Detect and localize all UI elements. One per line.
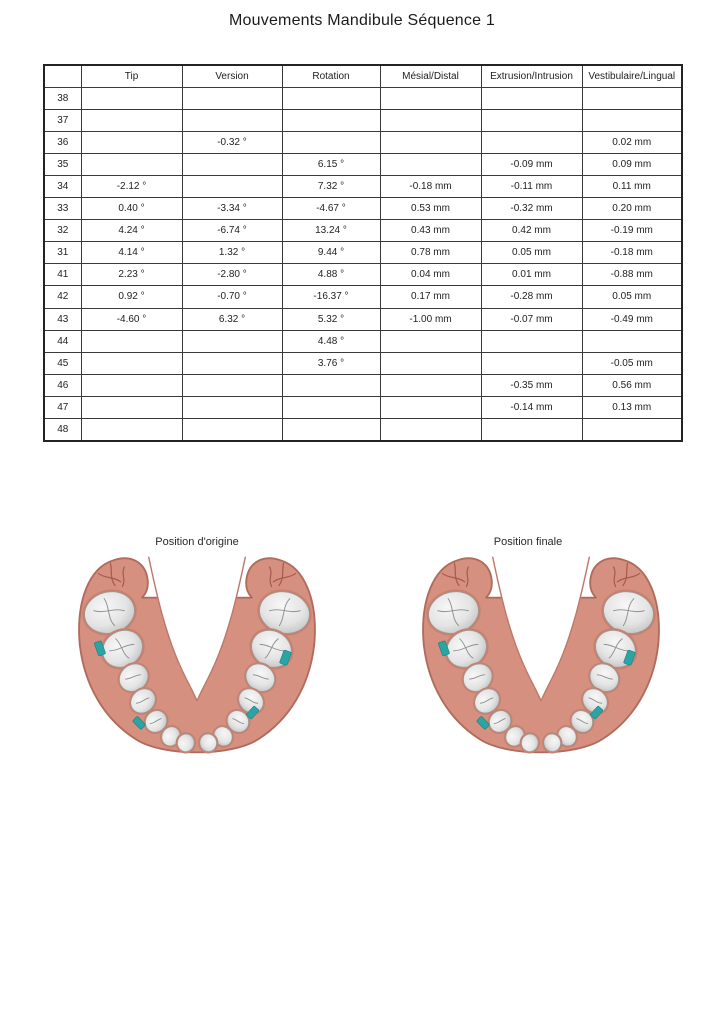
cell-value: -0.32 mm — [481, 198, 582, 220]
cell-value: -0.28 mm — [481, 286, 582, 308]
cell-value — [282, 87, 380, 109]
cell-value: 0.09 mm — [582, 153, 682, 175]
cell-value — [182, 109, 282, 131]
cell-value — [481, 352, 582, 374]
cell-value — [481, 109, 582, 131]
cell-value: -4.67 ° — [282, 198, 380, 220]
table-row — [44, 109, 682, 131]
table-row — [44, 374, 682, 396]
movement-table-body — [44, 87, 682, 441]
cell-tooth-number: 43 — [44, 308, 81, 330]
cell-value — [81, 396, 182, 418]
header-rotation: Rotation — [282, 65, 380, 87]
cell-value: 0.05 mm — [582, 286, 682, 308]
table-row — [44, 352, 682, 374]
cell-value — [380, 352, 481, 374]
table-header-row — [44, 65, 682, 87]
cell-value — [81, 153, 182, 175]
cell-value — [81, 330, 182, 352]
cell-value: -0.14 mm — [481, 396, 582, 418]
cell-value: -3.34 ° — [182, 198, 282, 220]
jaw-occlusal-view-origin — [76, 552, 318, 768]
cell-tooth-number: 36 — [44, 131, 81, 153]
cell-value: 0.04 mm — [380, 264, 481, 286]
cell-value: 0.17 mm — [380, 286, 481, 308]
cell-value: -2.80 ° — [182, 264, 282, 286]
cell-value: -0.49 mm — [582, 308, 682, 330]
figure-final-label: Position finale — [493, 536, 563, 548]
cell-value — [380, 87, 481, 109]
cell-value — [380, 419, 481, 441]
table-row — [44, 198, 682, 220]
cell-value: 0.20 mm — [582, 198, 682, 220]
header-extrusion-intrusion: Extrusion/Intrusion — [481, 65, 582, 87]
cell-value — [380, 374, 481, 396]
header-vestibulaire-lingual: Vestibulaire/Lingual — [582, 65, 682, 87]
cell-value — [182, 352, 282, 374]
header-version: Version — [182, 65, 282, 87]
cell-value — [182, 419, 282, 441]
header-mesial-distal: Mésial/Distal — [380, 65, 481, 87]
table-row — [44, 242, 682, 264]
cell-value — [182, 87, 282, 109]
cell-value: 9.44 ° — [282, 242, 380, 264]
cell-value: -0.70 ° — [182, 286, 282, 308]
cell-value: -0.05 mm — [582, 352, 682, 374]
cell-value — [380, 131, 481, 153]
cell-value — [81, 131, 182, 153]
table-row — [44, 175, 682, 197]
cell-tooth-number: 35 — [44, 153, 81, 175]
table-row — [44, 131, 682, 153]
table-row — [44, 308, 682, 330]
cell-value: -0.19 mm — [582, 220, 682, 242]
cell-value: -0.18 mm — [582, 242, 682, 264]
cell-value: 0.43 mm — [380, 220, 481, 242]
cell-tooth-number: 45 — [44, 352, 81, 374]
cell-tooth-number: 32 — [44, 220, 81, 242]
cell-value — [81, 109, 182, 131]
cell-value — [182, 153, 282, 175]
cell-value — [582, 330, 682, 352]
cell-value — [81, 374, 182, 396]
table-row — [44, 264, 682, 286]
cell-value: 0.11 mm — [582, 175, 682, 197]
cell-value: 0.40 ° — [81, 198, 182, 220]
cell-tooth-number: 46 — [44, 374, 81, 396]
cell-value — [282, 109, 380, 131]
cell-value: -1.00 mm — [380, 308, 481, 330]
cell-value — [380, 109, 481, 131]
movement-table-container — [43, 64, 681, 442]
cell-value — [282, 419, 380, 441]
cell-tooth-number: 31 — [44, 242, 81, 264]
cell-value: 0.01 mm — [481, 264, 582, 286]
cell-value: 0.78 mm — [380, 242, 481, 264]
cell-value: -0.35 mm — [481, 374, 582, 396]
cell-value: -6.74 ° — [182, 220, 282, 242]
cell-value: -0.11 mm — [481, 175, 582, 197]
cell-value — [481, 131, 582, 153]
jaw-occlusal-view-final — [420, 552, 662, 768]
cell-value — [582, 87, 682, 109]
page-title: Mouvements Mandibule Séquence 1 — [229, 12, 495, 29]
table-row — [44, 153, 682, 175]
cell-value — [182, 374, 282, 396]
cell-value: 0.13 mm — [582, 396, 682, 418]
cell-value: -0.88 mm — [582, 264, 682, 286]
cell-value — [582, 419, 682, 441]
cell-tooth-number: 48 — [44, 419, 81, 441]
cell-value: -2.12 ° — [81, 175, 182, 197]
table-row — [44, 330, 682, 352]
cell-value: 6.15 ° — [282, 153, 380, 175]
cell-tooth-number: 42 — [44, 286, 81, 308]
cell-value — [582, 109, 682, 131]
cell-value: 4.24 ° — [81, 220, 182, 242]
cell-value — [182, 330, 282, 352]
cell-value — [282, 131, 380, 153]
cell-tooth-number: 38 — [44, 87, 81, 109]
cell-value — [380, 396, 481, 418]
cell-value — [380, 330, 481, 352]
cell-value: 4.14 ° — [81, 242, 182, 264]
cell-value: 0.56 mm — [582, 374, 682, 396]
cell-tooth-number: 47 — [44, 396, 81, 418]
cell-value — [81, 352, 182, 374]
cell-value: 5.32 ° — [282, 308, 380, 330]
cell-tooth-number: 41 — [44, 264, 81, 286]
cell-value — [481, 87, 582, 109]
cell-value: 0.53 mm — [380, 198, 481, 220]
cell-tooth-number: 44 — [44, 330, 81, 352]
table-row — [44, 87, 682, 109]
cell-value: -16.37 ° — [282, 286, 380, 308]
cell-value: 13.24 ° — [282, 220, 380, 242]
cell-value: -4.60 ° — [81, 308, 182, 330]
cell-value: 0.05 mm — [481, 242, 582, 264]
cell-value — [481, 330, 582, 352]
cell-value: 1.32 ° — [182, 242, 282, 264]
header-tip: Tip — [81, 65, 182, 87]
cell-value — [282, 374, 380, 396]
cell-value — [182, 396, 282, 418]
table-row — [44, 286, 682, 308]
cell-value: 4.88 ° — [282, 264, 380, 286]
table-row — [44, 220, 682, 242]
table-row — [44, 396, 682, 418]
cell-value: -0.09 mm — [481, 153, 582, 175]
cell-value — [282, 396, 380, 418]
movement-table — [43, 64, 683, 442]
cell-value: -0.32 ° — [182, 131, 282, 153]
cell-value: -0.07 mm — [481, 308, 582, 330]
cell-value: 0.02 mm — [582, 131, 682, 153]
cell-value — [81, 87, 182, 109]
cell-tooth-number: 37 — [44, 109, 81, 131]
cell-value: 3.76 ° — [282, 352, 380, 374]
header-tooth — [44, 65, 81, 87]
cell-value: 6.32 ° — [182, 308, 282, 330]
cell-value — [481, 419, 582, 441]
cell-value: 0.42 mm — [481, 220, 582, 242]
cell-value — [81, 419, 182, 441]
cell-value: 2.23 ° — [81, 264, 182, 286]
cell-tooth-number: 33 — [44, 198, 81, 220]
cell-value — [380, 153, 481, 175]
cell-tooth-number: 34 — [44, 175, 81, 197]
table-row — [44, 419, 682, 441]
cell-value: 0.92 ° — [81, 286, 182, 308]
figure-origin-label: Position d'origine — [155, 536, 239, 548]
cell-value: 4.48 ° — [282, 330, 380, 352]
cell-value — [182, 175, 282, 197]
cell-value: -0.18 mm — [380, 175, 481, 197]
cell-value: 7.32 ° — [282, 175, 380, 197]
